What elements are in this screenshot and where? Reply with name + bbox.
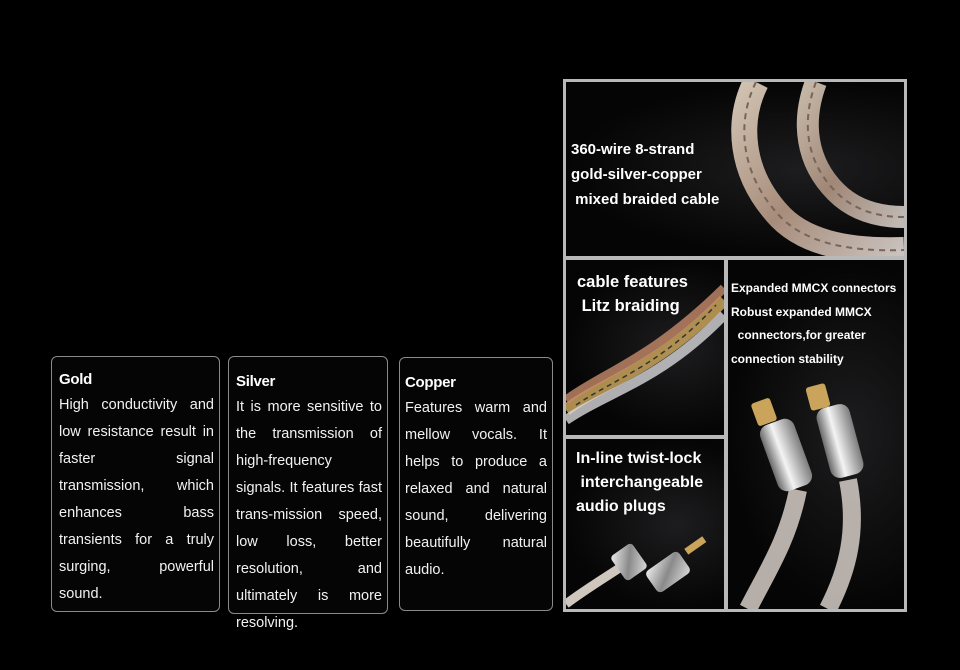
mmcx-connectors-panel (728, 260, 904, 609)
caption-line: interchangeable (576, 474, 704, 491)
silver-title: Silver (236, 373, 276, 390)
caption-line: 360-wire 8-strand (571, 141, 695, 158)
audio-plugs-caption (576, 447, 703, 519)
caption-line: Robust expanded MMCX (731, 304, 872, 319)
product-collage (563, 79, 907, 612)
copper-title: Copper (405, 374, 456, 391)
litz-braiding-panel (566, 260, 724, 435)
caption-line: cable features (577, 273, 688, 291)
gold-title: Gold (59, 371, 92, 388)
gold-description: High conductivity and low resistance result in faster signal transmission, which enhances bass transients for a truly surging, powerful sound. (59, 397, 214, 602)
gold-card (51, 356, 220, 612)
caption-line: connection stability (731, 351, 844, 366)
caption-line: audio plugs (576, 498, 666, 515)
silver-card (228, 356, 388, 631)
caption-line: connectors,for greater (731, 328, 866, 342)
silver-description: It is more sensitive to the transmission of high-frequency signals. It features fast trans-mission speed, low loss, better resolution, and ultimately is more resolving. (236, 399, 382, 631)
litz-braiding-caption (577, 270, 688, 318)
audio-plugs-panel (566, 439, 724, 609)
braided-cable-panel (566, 82, 904, 256)
caption-line: Expanded MMCX connectors (731, 281, 897, 295)
braided-cable-caption (571, 137, 719, 212)
caption-line: In-line twist-lock (576, 450, 702, 467)
caption-line: gold-silver-copper (571, 166, 702, 183)
caption-line: Litz braiding (577, 297, 680, 315)
caption-line: mixed braided cable (571, 191, 720, 208)
copper-card (399, 357, 553, 611)
copper-description: Features warm and mellow vocals. It helps to produce a relaxed and natural sound, delivering beautifully natural audio. (405, 400, 547, 578)
mmcx-caption (731, 277, 896, 371)
